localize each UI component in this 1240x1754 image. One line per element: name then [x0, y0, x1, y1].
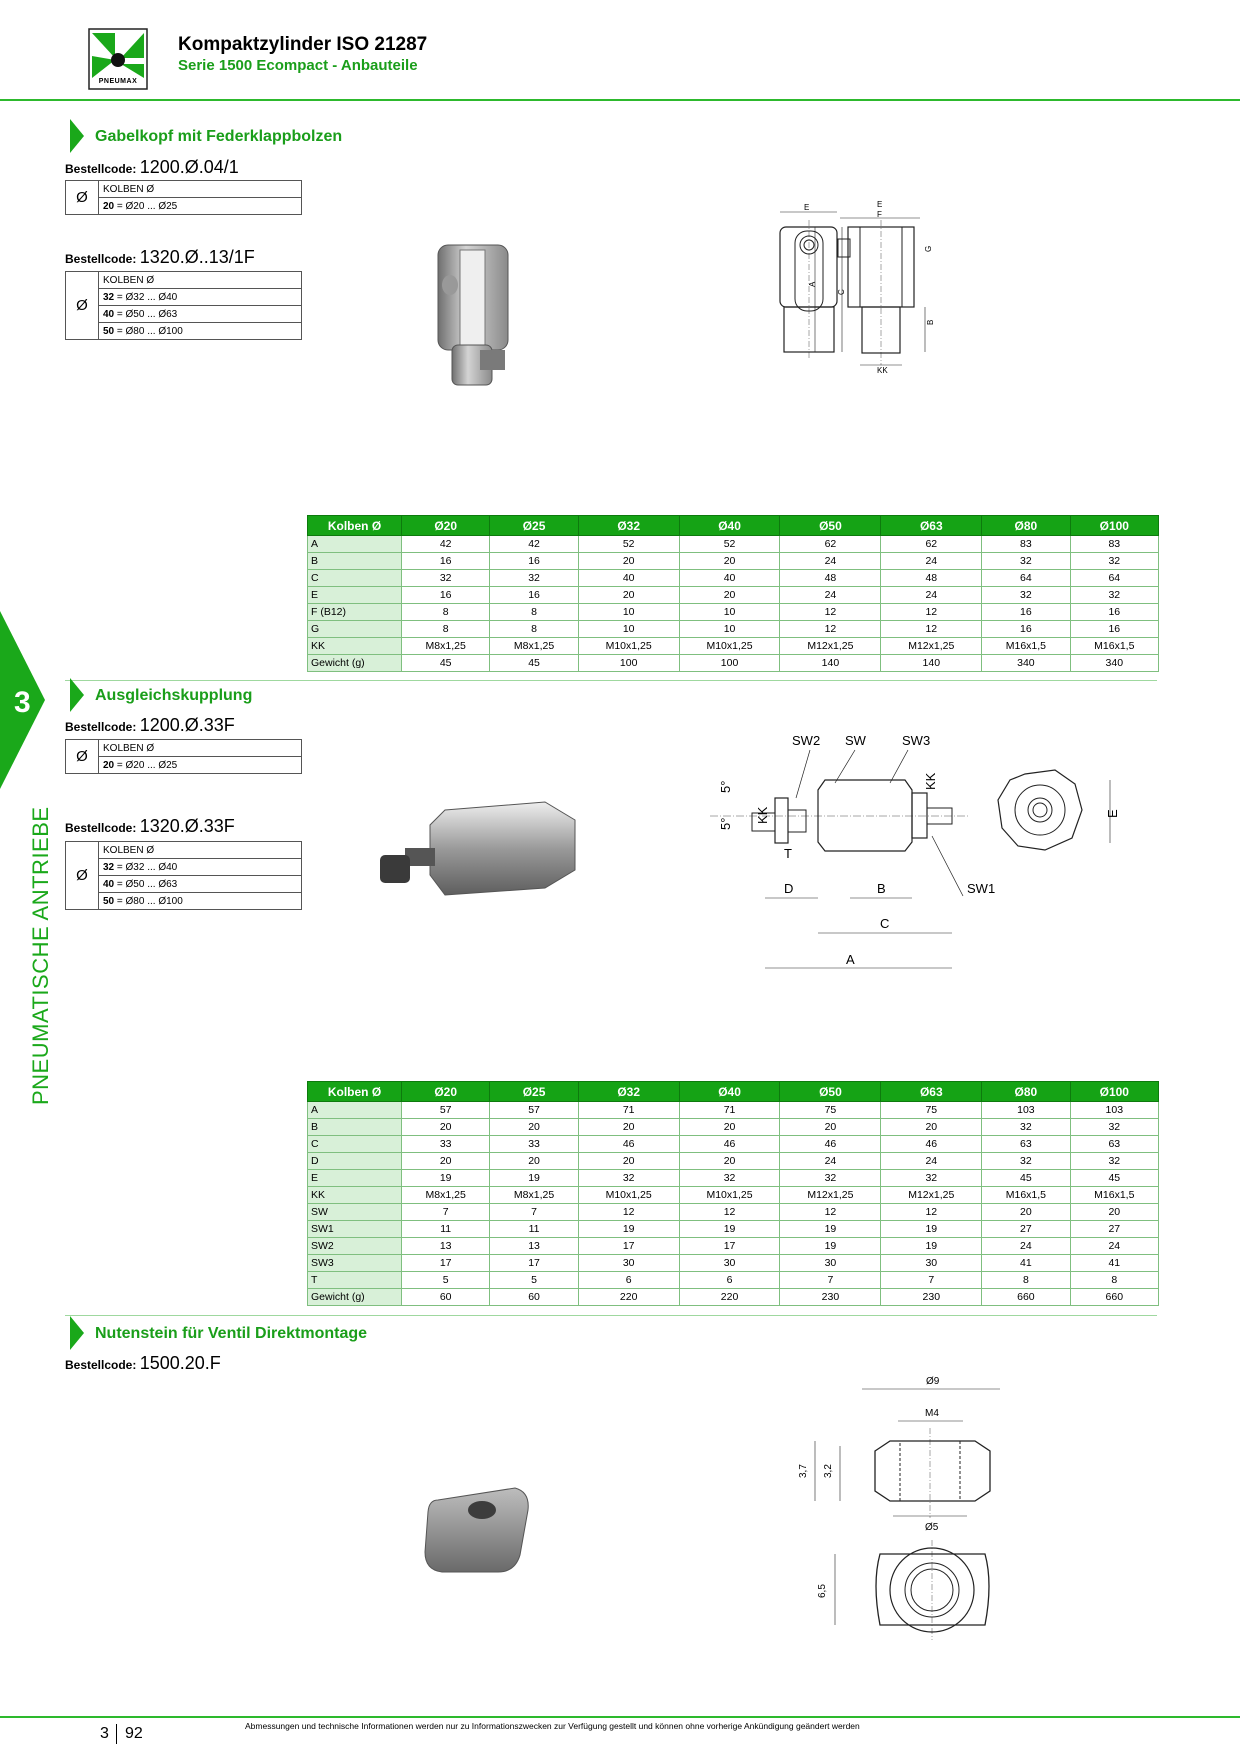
- table-cell: 230: [881, 1289, 982, 1306]
- pneumax-logo: [88, 28, 148, 90]
- table-cell: 41: [982, 1255, 1070, 1272]
- table-cell: 19: [402, 1170, 490, 1187]
- table-cell: 13: [402, 1238, 490, 1255]
- table-cell: 5: [402, 1272, 490, 1289]
- dim-label: Ø5: [925, 1522, 939, 1533]
- table-cell: 32: [881, 1170, 982, 1187]
- row-label: B: [308, 553, 402, 570]
- section-arrow-icon: [70, 678, 84, 712]
- row-label: Gewicht (g): [308, 1289, 402, 1306]
- table-cell: 24: [780, 1153, 881, 1170]
- row-label: SW: [308, 1204, 402, 1221]
- dim-label: SW3: [902, 733, 931, 748]
- table-cell: 220: [578, 1289, 679, 1306]
- table-cell: 16: [1070, 621, 1158, 638]
- table-cell: 52: [679, 536, 780, 553]
- table-cell: 45: [1070, 1170, 1158, 1187]
- table-cell: 20: [578, 553, 679, 570]
- table-cell: 12: [780, 621, 881, 638]
- table-cell: 33: [490, 1136, 578, 1153]
- table-cell: 62: [881, 536, 982, 553]
- table-cell: 8: [402, 604, 490, 621]
- table-cell: 7: [881, 1272, 982, 1289]
- table-cell: 27: [1070, 1221, 1158, 1238]
- table-cell: 32: [1070, 1119, 1158, 1136]
- dim-label: SW2: [792, 733, 821, 748]
- section-divider: [65, 1315, 1157, 1316]
- table-cell: 20: [679, 1119, 780, 1136]
- table-cell: 64: [982, 570, 1070, 587]
- table-cell: 19: [679, 1221, 780, 1238]
- table-cell: 100: [679, 655, 780, 672]
- table-cell: 17: [490, 1255, 578, 1272]
- chapter-number: 3: [14, 686, 31, 719]
- table-cell: M8x1,25: [490, 638, 578, 655]
- dim-label: KK: [923, 772, 938, 790]
- dim-label: SW1: [967, 881, 996, 896]
- table-cell: 8: [982, 1272, 1070, 1289]
- table-cell: 19: [490, 1170, 578, 1187]
- table-cell: 140: [780, 655, 881, 672]
- table-cell: 7: [402, 1204, 490, 1221]
- slot-nut-drawing: [795, 1368, 1020, 1663]
- table-cell: 16: [490, 553, 578, 570]
- table-cell: 32: [490, 570, 578, 587]
- dim-label: E: [877, 200, 883, 209]
- dim-label: C: [880, 916, 890, 931]
- table-cell: 30: [780, 1255, 881, 1272]
- table-cell: 46: [679, 1136, 780, 1153]
- table-cell: 32: [982, 1153, 1070, 1170]
- table-row: [308, 1204, 1159, 1221]
- page-title: Kompaktzylinder ISO 21287: [178, 34, 428, 55]
- table-row: [308, 1102, 1159, 1119]
- dim-label: B: [877, 881, 886, 896]
- dim-label: Ø9: [926, 1376, 940, 1387]
- table-cell: 20: [1070, 1204, 1158, 1221]
- table-row: [308, 1272, 1159, 1289]
- table-row: [308, 553, 1159, 570]
- table-row: [308, 570, 1159, 587]
- order-code: Bestellcode: 1200.Ø.33F: [65, 715, 235, 735]
- diameter-symbol: Ø: [66, 272, 99, 340]
- table-row: [308, 1187, 1159, 1204]
- footer-disclaimer: Abmessungen und technische Informationen werden nur zu Informationszwecken zur Verfügung gestellt und können ohne vorherige Ankündigung geändert werden: [245, 1721, 860, 1731]
- table-cell: 11: [490, 1221, 578, 1238]
- table-cell: 6: [679, 1272, 780, 1289]
- table-cell: 24: [881, 587, 982, 604]
- row-label: Gewicht (g): [308, 655, 402, 672]
- table-cell: 19: [780, 1238, 881, 1255]
- table-cell: 8: [1070, 1272, 1158, 1289]
- table-cell: 7: [490, 1204, 578, 1221]
- table-cell: 32: [1070, 1153, 1158, 1170]
- table-cell: 140: [881, 655, 982, 672]
- table-cell: 20: [490, 1153, 578, 1170]
- option-table: Ø KOLBEN Ø 20 = Ø20 ... Ø25: [65, 739, 302, 774]
- table-cell: 32: [578, 1170, 679, 1187]
- table-cell: M10x1,25: [679, 1187, 780, 1204]
- table-cell: 8: [490, 604, 578, 621]
- table-cell: 46: [780, 1136, 881, 1153]
- table-cell: 17: [578, 1238, 679, 1255]
- row-label: A: [308, 536, 402, 553]
- table-cell: 57: [402, 1102, 490, 1119]
- table-cell: 16: [982, 604, 1070, 621]
- table-row: [308, 536, 1159, 553]
- table-cell: 57: [490, 1102, 578, 1119]
- row-label: C: [308, 1136, 402, 1153]
- table-cell: 45: [402, 655, 490, 672]
- dimension-table: [307, 515, 1159, 672]
- table-cell: 41: [1070, 1255, 1158, 1272]
- table-cell: 12: [780, 1204, 881, 1221]
- coupling-photo: [375, 800, 585, 910]
- table-cell: 11: [402, 1221, 490, 1238]
- section-title: Nutenstein für Ventil Direktmontage: [95, 1325, 368, 1342]
- table-cell: M10x1,25: [578, 1187, 679, 1204]
- table-cell: 660: [1070, 1289, 1158, 1306]
- table-cell: 24: [881, 1153, 982, 1170]
- table-cell: 17: [402, 1255, 490, 1272]
- table-cell: 71: [679, 1102, 780, 1119]
- table-cell: 20: [490, 1119, 578, 1136]
- dim-label: 5°: [718, 780, 733, 793]
- header-divider: [0, 99, 1240, 101]
- dim-label: 5°: [718, 817, 733, 830]
- table-header-row: Kolben Ø Ø20 Ø25 Ø32 Ø40 Ø50 Ø63 Ø80 Ø100: [308, 1082, 1159, 1102]
- order-code: Bestellcode: 1320.Ø..13/1F: [65, 247, 255, 267]
- section-arrow-icon: [70, 1316, 84, 1350]
- table-cell: 103: [982, 1102, 1070, 1119]
- table-cell: 12: [881, 604, 982, 621]
- table-cell: 33: [402, 1136, 490, 1153]
- table-cell: 19: [881, 1221, 982, 1238]
- table-cell: 32: [402, 570, 490, 587]
- table-cell: 32: [982, 1119, 1070, 1136]
- table-cell: M10x1,25: [679, 638, 780, 655]
- table-cell: 32: [982, 587, 1070, 604]
- table-cell: 40: [679, 570, 780, 587]
- table-cell: 19: [780, 1221, 881, 1238]
- table-cell: M8x1,25: [402, 1187, 490, 1204]
- table-cell: 48: [780, 570, 881, 587]
- row-label: T: [308, 1272, 402, 1289]
- dim-label: B: [926, 319, 935, 325]
- table-cell: M8x1,25: [490, 1187, 578, 1204]
- row-label: SW1: [308, 1221, 402, 1238]
- section-title: Gabelkopf mit Federklappbolzen: [95, 128, 343, 145]
- table-cell: 10: [679, 604, 780, 621]
- table-cell: 48: [881, 570, 982, 587]
- row-label: E: [308, 1170, 402, 1187]
- table-cell: M12x1,25: [881, 638, 982, 655]
- row-label: G: [308, 621, 402, 638]
- table-row: [308, 1221, 1159, 1238]
- dim-label: 3,7: [798, 1464, 809, 1478]
- table-cell: 100: [578, 655, 679, 672]
- dim-label: T: [784, 846, 792, 861]
- table-row: [308, 1255, 1159, 1272]
- dim-label: SW: [845, 733, 866, 748]
- table-cell: 20: [679, 553, 780, 570]
- table-cell: 63: [1070, 1136, 1158, 1153]
- slot-nut-photo: [420, 1480, 535, 1580]
- table-cell: 20: [881, 1119, 982, 1136]
- table-cell: 24: [881, 553, 982, 570]
- order-code-value: 1320.Ø..13/1F: [139, 247, 255, 267]
- clevis-photo: [430, 240, 525, 390]
- table-row: [308, 1289, 1159, 1306]
- section-arrow-icon: [70, 119, 84, 153]
- table-cell: 16: [402, 553, 490, 570]
- option-table: Ø KOLBEN Ø 32 = Ø32 ... Ø40 40 = Ø50 ... Ø63 50 = Ø80 ... Ø100: [65, 271, 302, 340]
- table-cell: 46: [578, 1136, 679, 1153]
- table-cell: 30: [679, 1255, 780, 1272]
- table-cell: 8: [490, 621, 578, 638]
- dim-label: A: [808, 281, 817, 287]
- section-divider: [65, 680, 1157, 681]
- table-cell: 27: [982, 1221, 1070, 1238]
- table-cell: 52: [578, 536, 679, 553]
- row-label: KK: [308, 1187, 402, 1204]
- row-label: F (B12): [308, 604, 402, 621]
- table-cell: M10x1,25: [578, 638, 679, 655]
- row-label: KK: [308, 638, 402, 655]
- dim-label: 6,5: [817, 1584, 828, 1598]
- order-code: Bestellcode: 1320.Ø.33F: [65, 816, 235, 836]
- dim-label: F: [877, 210, 882, 219]
- table-cell: 64: [1070, 570, 1158, 587]
- row-label: B: [308, 1119, 402, 1136]
- table-cell: 230: [780, 1289, 881, 1306]
- table-row: [308, 587, 1159, 604]
- order-code-value: 1200.Ø.33F: [139, 715, 235, 735]
- table-row: [308, 638, 1159, 655]
- table-cell: 10: [578, 621, 679, 638]
- diameter-symbol: Ø: [66, 740, 99, 774]
- table-cell: M16x1,5: [982, 638, 1070, 655]
- table-cell: 5: [490, 1272, 578, 1289]
- table-cell: 24: [1070, 1238, 1158, 1255]
- diameter-symbol: Ø: [66, 181, 99, 215]
- row-label: E: [308, 587, 402, 604]
- clevis-drawing: [760, 200, 1040, 410]
- table-cell: M12x1,25: [780, 1187, 881, 1204]
- table-cell: 32: [982, 553, 1070, 570]
- table-cell: 8: [402, 621, 490, 638]
- coupling-drawing: [680, 728, 1140, 978]
- table-cell: 13: [490, 1238, 578, 1255]
- section-title: Ausgleichskupplung: [95, 687, 253, 704]
- dim-label: G: [924, 245, 933, 252]
- table-cell: 16: [490, 587, 578, 604]
- option-table: Ø KOLBEN Ø 20 = Ø20 ... Ø25: [65, 180, 302, 215]
- logo-text: PNEUMAX: [98, 78, 138, 85]
- table-cell: 45: [490, 655, 578, 672]
- table-cell: 75: [780, 1102, 881, 1119]
- table-row: [308, 1119, 1159, 1136]
- table-cell: 12: [578, 1204, 679, 1221]
- table-cell: M16x1,5: [982, 1187, 1070, 1204]
- table-cell: 46: [881, 1136, 982, 1153]
- page-subtitle: Serie 1500 Ecompact - Anbauteile: [178, 57, 418, 74]
- table-cell: 20: [780, 1119, 881, 1136]
- table-cell: 12: [679, 1204, 780, 1221]
- table-cell: 42: [402, 536, 490, 553]
- table-row: [308, 621, 1159, 638]
- dim-label: C: [837, 289, 846, 295]
- table-row: [308, 1153, 1159, 1170]
- chapter-label: PNEUMATISCHE ANTRIEBE: [28, 806, 53, 1105]
- order-code: Bestellcode: 1500.20.F: [65, 1353, 221, 1373]
- table-cell: 103: [1070, 1102, 1158, 1119]
- table-cell: 19: [881, 1238, 982, 1255]
- page-number: 92: [125, 1725, 143, 1742]
- order-code-value: 1320.Ø.33F: [139, 816, 235, 836]
- table-cell: 32: [1070, 587, 1158, 604]
- table-cell: 30: [881, 1255, 982, 1272]
- table-row: [308, 604, 1159, 621]
- table-cell: 83: [982, 536, 1070, 553]
- row-label: A: [308, 1102, 402, 1119]
- table-cell: 20: [679, 1153, 780, 1170]
- table-cell: 71: [578, 1102, 679, 1119]
- chapter-number-footer: 3: [100, 1725, 109, 1742]
- table-cell: M16x1,5: [1070, 638, 1158, 655]
- dim-label: KK: [755, 806, 770, 824]
- table-cell: 340: [982, 655, 1070, 672]
- dim-label: M4: [925, 1408, 939, 1419]
- table-cell: 220: [679, 1289, 780, 1306]
- table-header-row: Kolben Ø Ø20 Ø25 Ø32 Ø40 Ø50 Ø63 Ø80 Ø100: [308, 516, 1159, 536]
- footer-divider: [0, 1716, 1240, 1718]
- row-label: SW3: [308, 1255, 402, 1272]
- table-cell: 45: [982, 1170, 1070, 1187]
- row-label: SW2: [308, 1238, 402, 1255]
- table-row: [308, 1136, 1159, 1153]
- table-cell: 40: [578, 570, 679, 587]
- row-label: C: [308, 570, 402, 587]
- table-cell: 32: [679, 1170, 780, 1187]
- table-cell: 12: [881, 621, 982, 638]
- table-cell: 63: [982, 1136, 1070, 1153]
- table-cell: 20: [982, 1204, 1070, 1221]
- dim-label: E: [804, 203, 810, 212]
- dimension-table: [307, 1081, 1159, 1306]
- table-cell: 7: [780, 1272, 881, 1289]
- table-row: [308, 1238, 1159, 1255]
- table-cell: 20: [578, 1153, 679, 1170]
- dim-label: A: [846, 952, 855, 967]
- diameter-symbol: Ø: [66, 842, 99, 910]
- table-cell: 42: [490, 536, 578, 553]
- table-cell: 6: [578, 1272, 679, 1289]
- order-code: Bestellcode: 1200.Ø.04/1: [65, 157, 239, 177]
- dim-label: E: [1105, 809, 1120, 818]
- row-label: D: [308, 1153, 402, 1170]
- dim-label: D: [784, 881, 794, 896]
- table-cell: M12x1,25: [780, 638, 881, 655]
- table-cell: 83: [1070, 536, 1158, 553]
- table-cell: M16x1,5: [1070, 1187, 1158, 1204]
- table-cell: 24: [780, 553, 881, 570]
- table-cell: 20: [578, 1119, 679, 1136]
- table-cell: 10: [679, 621, 780, 638]
- table-cell: 20: [679, 587, 780, 604]
- table-cell: 10: [578, 604, 679, 621]
- table-cell: 660: [982, 1289, 1070, 1306]
- table-cell: 60: [490, 1289, 578, 1306]
- table-cell: 16: [982, 621, 1070, 638]
- option-table: Ø KOLBEN Ø 32 = Ø32 ... Ø40 40 = Ø50 ... Ø63 50 = Ø80 ... Ø100: [65, 841, 302, 910]
- footer-separator: [116, 1724, 117, 1744]
- table-cell: 12: [780, 604, 881, 621]
- table-cell: 20: [402, 1119, 490, 1136]
- table-cell: 19: [578, 1221, 679, 1238]
- table-cell: 16: [1070, 604, 1158, 621]
- table-cell: M12x1,25: [881, 1187, 982, 1204]
- dim-label: KK: [877, 366, 888, 375]
- table-cell: 75: [881, 1102, 982, 1119]
- table-row: [308, 1170, 1159, 1187]
- order-code-value: 1200.Ø.04/1: [139, 157, 239, 177]
- table-cell: 17: [679, 1238, 780, 1255]
- table-cell: 60: [402, 1289, 490, 1306]
- dim-label: 3,2: [823, 1464, 834, 1478]
- table-cell: 340: [1070, 655, 1158, 672]
- order-code-value: 1500.20.F: [139, 1353, 221, 1373]
- table-cell: 32: [1070, 553, 1158, 570]
- table-cell: 32: [780, 1170, 881, 1187]
- table-cell: 24: [982, 1238, 1070, 1255]
- table-cell: 20: [402, 1153, 490, 1170]
- table-cell: 62: [780, 536, 881, 553]
- table-cell: 20: [578, 587, 679, 604]
- table-cell: 16: [402, 587, 490, 604]
- table-cell: 30: [578, 1255, 679, 1272]
- table-cell: M8x1,25: [402, 638, 490, 655]
- table-cell: 12: [881, 1204, 982, 1221]
- table-cell: 24: [780, 587, 881, 604]
- table-row: [308, 655, 1159, 672]
